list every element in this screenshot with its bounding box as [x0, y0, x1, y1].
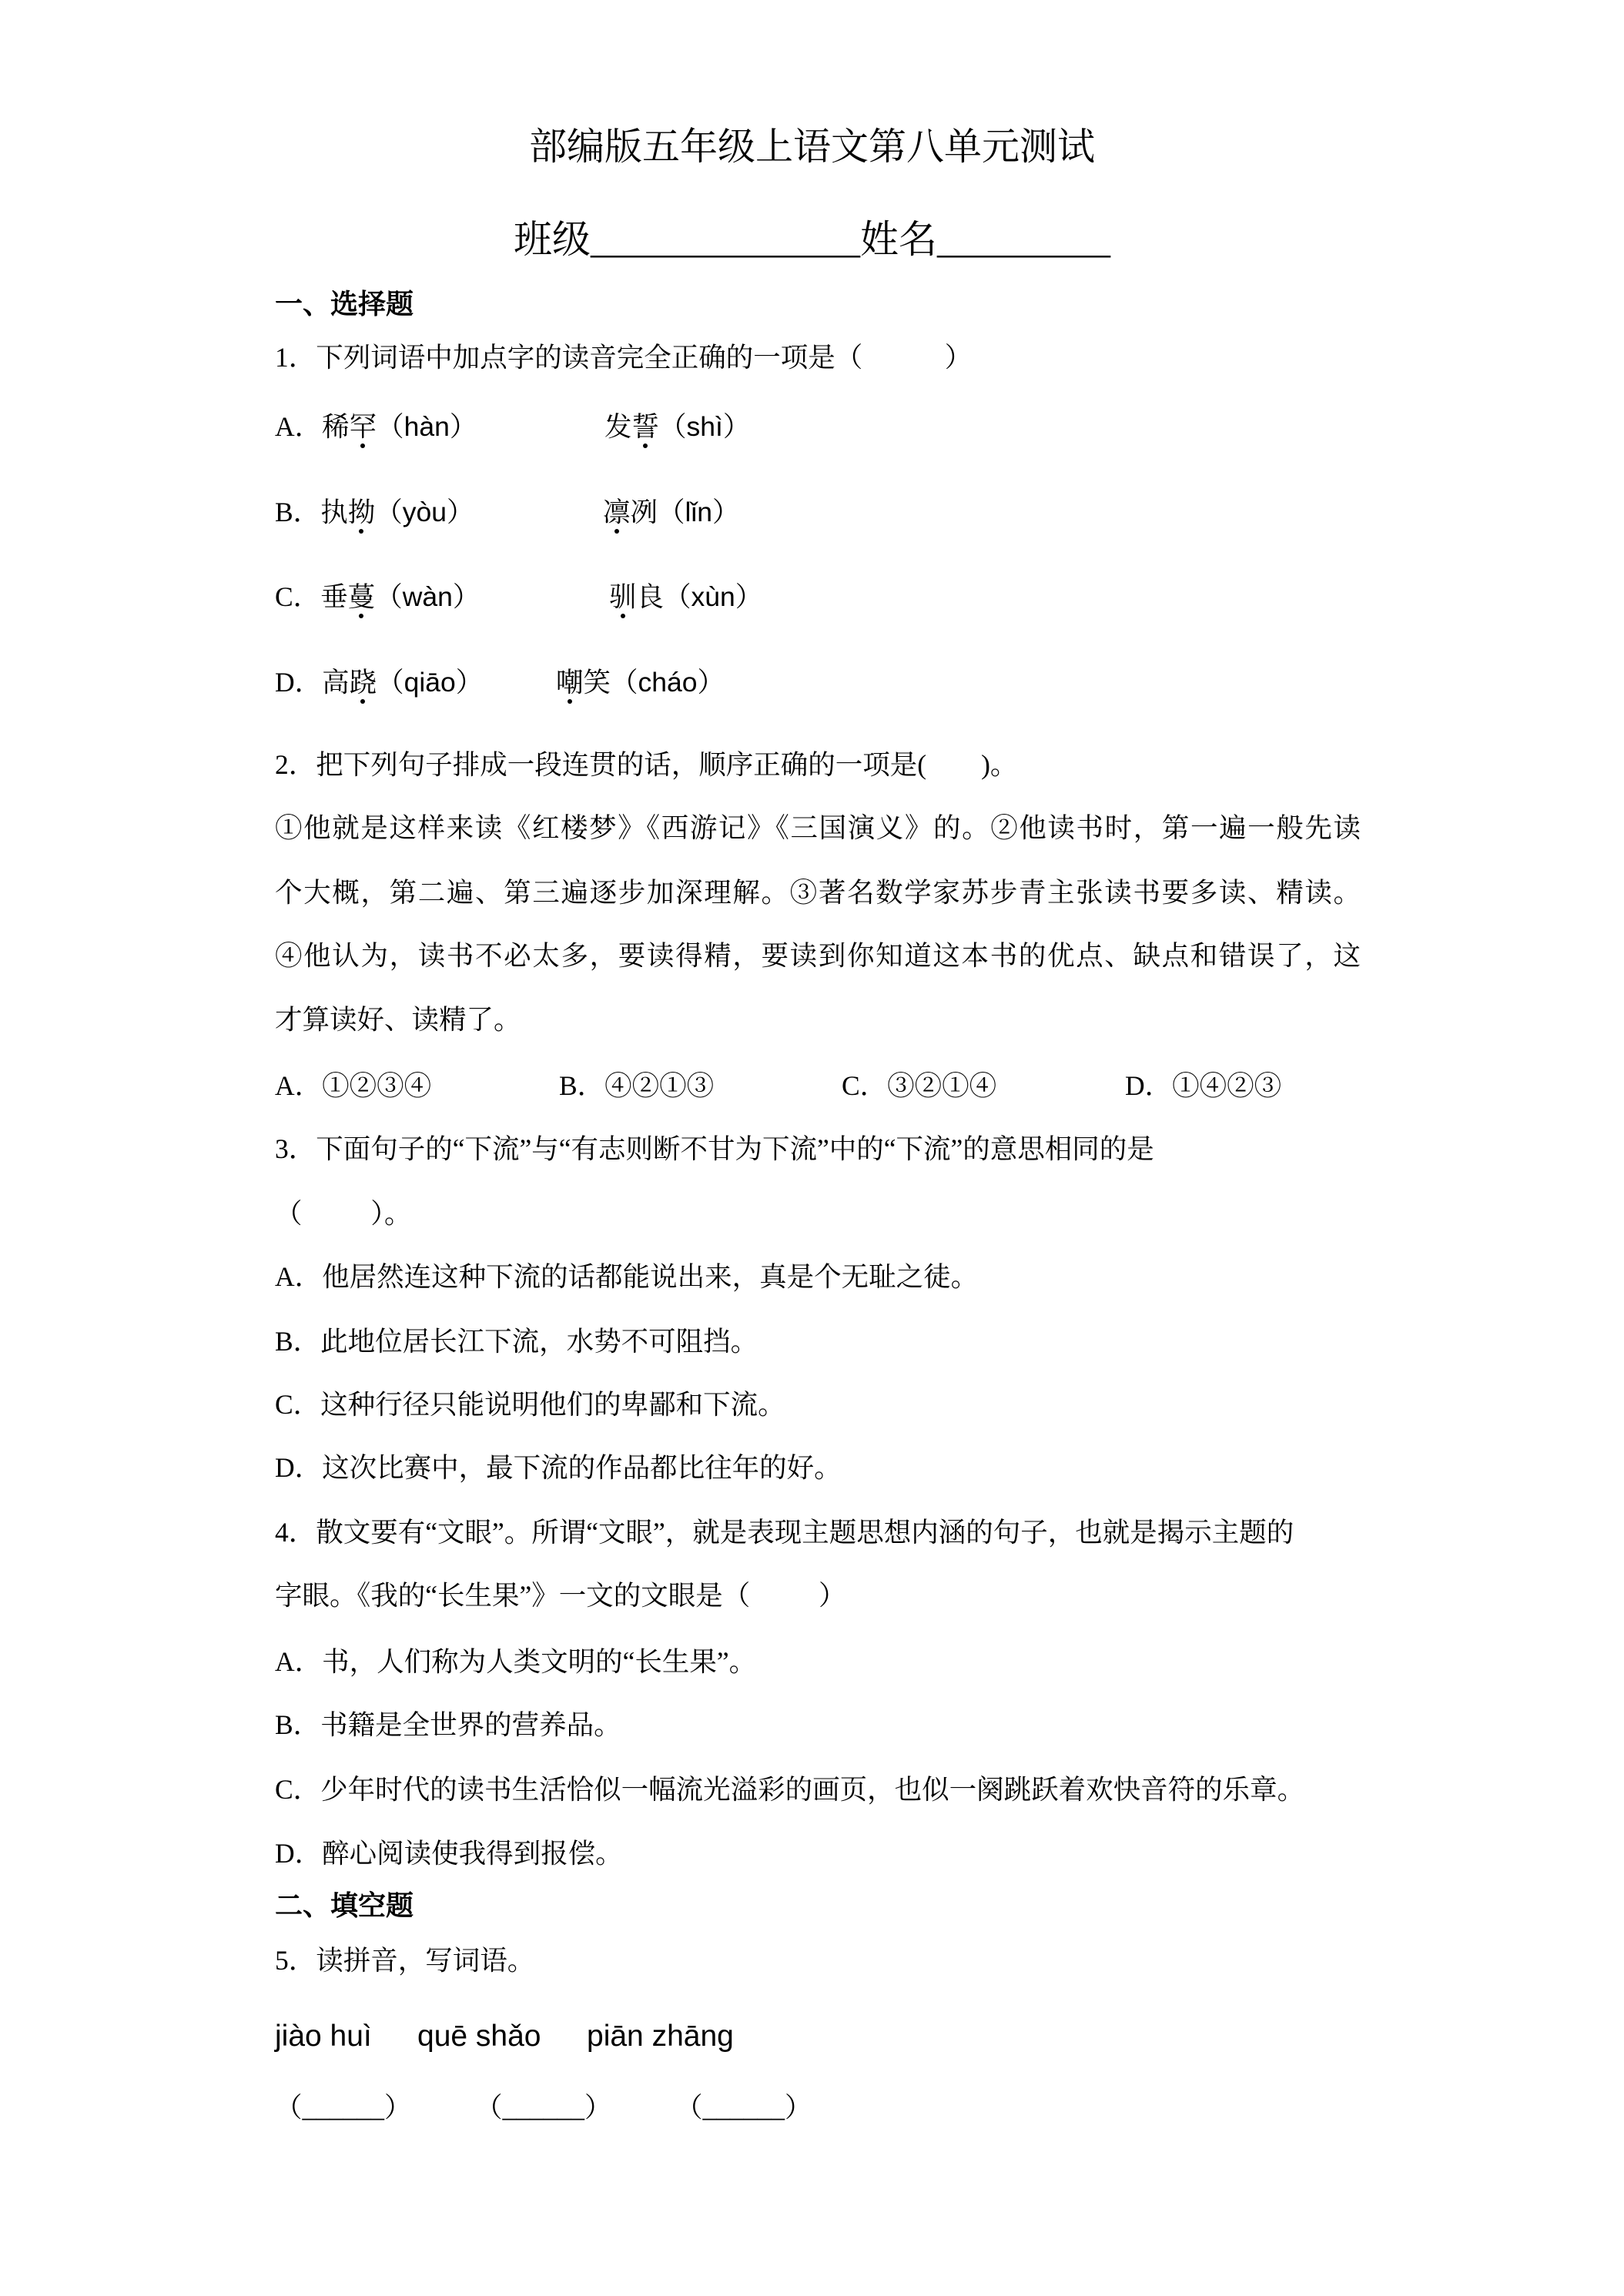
dotted-char: 誓 — [632, 407, 660, 446]
option-label: A． — [275, 411, 323, 442]
q1-option-b — [275, 493, 1361, 531]
q3-option-b: B．此地位居长江下流，水势不可阻挡。 — [275, 1326, 758, 1357]
class-name-line — [0, 216, 1624, 263]
class-label: 班级 — [514, 218, 591, 261]
q2-option-a: A．①②③④ — [275, 1070, 432, 1101]
dotted-char: 跷 — [350, 663, 377, 701]
pinyin: （shì） — [659, 411, 751, 442]
pinyin: （cháo） — [611, 667, 725, 698]
q2-passage-line-4: 才算读好、读精了。 — [275, 1004, 521, 1035]
q1-option-a — [275, 407, 1361, 446]
q5-blank-1: （______） — [275, 2092, 412, 2123]
q2-passage-line-1: ①他就是这样来读《红楼梦》《西游记》《三国演义》的。②他读书时，第一遍一般先读 — [275, 812, 1361, 843]
q5-blanks-row — [275, 2088, 1361, 2127]
q1-option-d — [275, 663, 1361, 701]
q3-option-d: D．这次比赛中，最下流的作品都比往年的好。 — [275, 1452, 842, 1483]
q3-option-c: C．这种行径只能说明他们的卑鄙和下流。 — [275, 1389, 785, 1420]
name-label: 姓名 — [860, 218, 937, 261]
q1-option-c-word2 — [609, 577, 762, 616]
q1-option-c — [275, 577, 1361, 616]
dotted-char: 驯 — [609, 577, 637, 616]
q1-stem: 1．下列词语中加点字的读音完全正确的一项是（ ） — [275, 342, 973, 373]
word-char: 高 — [322, 667, 350, 698]
pinyin: （lǐn） — [658, 497, 740, 527]
q2-option-b: B．④②①③ — [559, 1070, 715, 1101]
dotted-char: 蔓 — [348, 577, 376, 616]
dotted-char: 拗 — [348, 493, 376, 531]
q2-passage-line-2: 个大概，第二遍、第三遍逐步加深理解。③著名数学家苏步青主张读书要多读、精读。 — [275, 877, 1361, 908]
option-label: C． — [275, 581, 321, 612]
q2-options — [275, 1066, 1361, 1105]
q4-option-a: A．书，人们称为人类文明的“长生果”。 — [275, 1646, 757, 1677]
q5-blank-3: （______） — [675, 2092, 812, 2123]
q5-stem: 5．读拼音，写词语。 — [275, 1945, 535, 1976]
word-char: 笑 — [583, 667, 611, 698]
q2-passage-line-3: ④他认为，读书不必太多，要读得精，要读到你知道这本书的优点、缺点和错误了，这 — [275, 940, 1361, 971]
option-label: D． — [275, 667, 323, 698]
pinyin: （qiāo） — [377, 667, 484, 698]
option-label: B． — [275, 497, 321, 527]
dotted-char: 罕 — [350, 407, 377, 446]
pinyin: （yòu） — [375, 497, 474, 527]
q2-option-d: D．①④②③ — [1125, 1070, 1282, 1101]
name-blank: _________ — [937, 218, 1110, 261]
q3-option-a: A．他居然连这种下流的话都能说出来，真是个无耻之徒。 — [275, 1261, 979, 1292]
dotted-char: 嘲 — [556, 663, 584, 701]
q4-stem-line-1: 4．散文要有“文眼”。所谓“文眼”，就是表现主题思想内涵的句子，也就是揭示主题的 — [275, 1517, 1294, 1548]
class-blank: ______________ — [591, 218, 860, 261]
word-char: 执 — [320, 497, 348, 527]
q2-stem: 2．把下列句子排成一段连贯的话，顺序正确的一项是( )。 — [275, 749, 1018, 780]
q5-pinyin-3: piān zhāng — [587, 2020, 734, 2053]
pinyin: （xùn） — [664, 581, 763, 612]
q5-pinyin-1: jiào huì — [275, 2020, 372, 2053]
word-char: 冽 — [630, 497, 658, 527]
word-char: 垂 — [320, 581, 348, 612]
q5-pinyin-row — [275, 2017, 1361, 2056]
q3-stem-line-1: 3．下面句子的“下流”与“有志则断不甘为下流”中的“下流”的意思相同的是 — [275, 1133, 1154, 1164]
q4-option-b: B．书籍是全世界的营养品。 — [275, 1709, 621, 1740]
q1-option-d-word2 — [556, 663, 725, 701]
q1-option-a-word2 — [604, 407, 750, 446]
q5-blank-2: （______） — [475, 2092, 612, 2123]
word-char: 稀 — [322, 411, 350, 442]
q4-option-c: C．少年时代的读书生活恰似一幅流光溢彩的画页，也似一阕跳跃着欢快音符的乐章。 — [275, 1774, 1305, 1805]
section-heading-choice: 一、选择题 — [275, 289, 414, 320]
q3-stem-line-2: （ ）。 — [275, 1198, 412, 1229]
dotted-char: 凛 — [603, 493, 631, 531]
section-heading-fill: 二、填空题 — [275, 1890, 414, 1921]
page-title: 部编版五年级上语文第八单元测试 — [528, 126, 1095, 168]
pinyin: （hàn） — [377, 411, 477, 442]
q1-option-b-word2 — [603, 493, 740, 531]
q4-option-d: D．醉心阅读使我得到报偿。 — [275, 1838, 623, 1869]
q4-stem-line-2: 字眼。《我的“长生果”》一文的文眼是（ ） — [275, 1580, 846, 1611]
q2-option-c: C．③②①④ — [842, 1070, 997, 1101]
word-char: 良 — [636, 581, 665, 612]
word-char: 发 — [604, 411, 632, 442]
pinyin: （wàn） — [375, 581, 481, 612]
q5-pinyin-2: quē shǎo — [417, 2020, 541, 2053]
